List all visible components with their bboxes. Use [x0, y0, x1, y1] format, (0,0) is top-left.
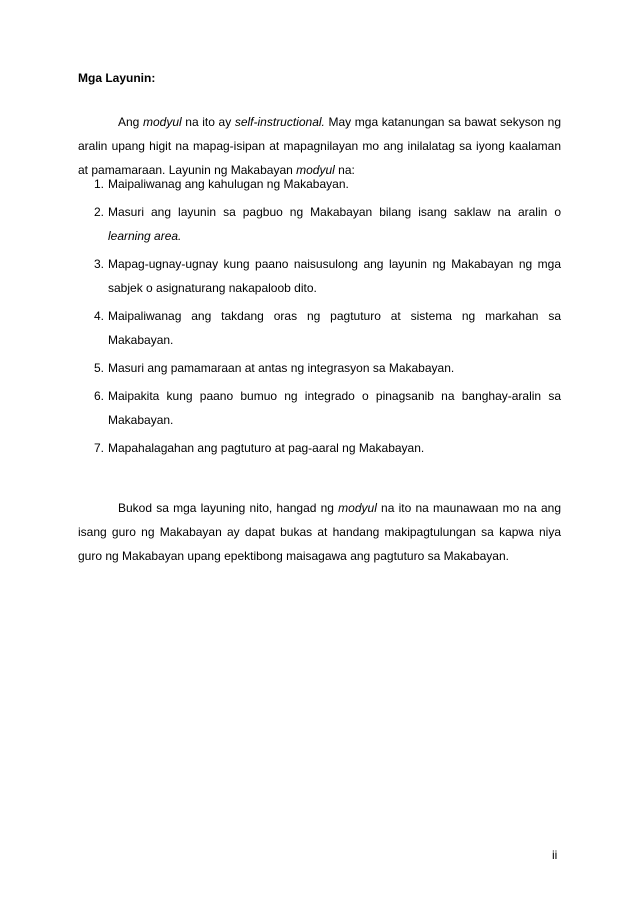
list-item-text: Maipaliwanag ang takdang oras ng pagtuturo at sistema ng markahan sa Makabayan. — [108, 309, 561, 347]
list-item-number: 4. — [94, 309, 105, 323]
closing-text-2: na ito na maunawaan mo na ang isang guro ng Makabayan ay dapat bukas at handang makipagtulungan sa kapwa niya guro ng Makabayan upang epektibong maisagawa ang pagtuturo sa Makabayan. — [78, 501, 561, 563]
list-item-text: Mapahalagahan ang pagtuturo at pag-aaral ng Makabayan. — [108, 441, 425, 455]
closing-italic-1: modyul — [338, 501, 377, 515]
list-item-text: Masuri ang pamamaraan at antas ng integrasyon sa Makabayan. — [108, 361, 455, 375]
list-item — [78, 200, 561, 248]
list-item — [78, 384, 561, 432]
objectives-list — [78, 172, 561, 464]
section-heading: Mga Layunin: — [78, 71, 156, 85]
list-item-number: 3. — [94, 257, 105, 271]
list-item-text: Masuri ang layunin sa pagbuo ng Makabayan bilang isang saklaw na aralin o — [108, 205, 561, 219]
list-item — [78, 252, 561, 300]
closing-paragraph — [78, 496, 561, 568]
list-item — [78, 172, 561, 196]
list-item — [78, 304, 561, 352]
intro-italic-1: modyul — [142, 115, 182, 129]
list-item-text: Maipaliwanag ang kahulugan ng Makabayan. — [108, 177, 349, 191]
intro-text-2: na ito ay — [181, 115, 235, 129]
intro-italic-3: modyul — [296, 163, 335, 177]
list-item-text: Maipakita kung paano bumuo ng integrado o pinagsanib na banghay-aralin sa Makabayan. — [108, 389, 561, 427]
page-number: ii — [552, 848, 558, 862]
list-item-number: 6. — [94, 389, 105, 403]
list-item-number: 7. — [94, 441, 105, 455]
intro-text-3: May mga katanungan sa bawat sekyson ng aralin upang higit na mapag-isipan at mapagnilayan mo ang inilalatag sa iyong kaalaman at pamamaraan. Layunin ng Makabayan — [78, 115, 562, 177]
list-item-text: Mapag-ugnay-ugnay kung paano naisusulong ang layunin ng Makabayan ng mga sabjek o asignaturang nakapaloob dito. — [108, 257, 561, 295]
intro-text-1: Ang — [118, 115, 143, 129]
intro-text-4: na: — [334, 163, 355, 177]
list-item — [78, 436, 561, 460]
list-item-italic: learning area. — [108, 229, 182, 243]
list-item-number: 5. — [94, 361, 105, 375]
list-item — [78, 356, 561, 380]
list-item-number: 2. — [94, 205, 105, 219]
list-item-number: 1. — [94, 177, 105, 191]
intro-italic-2: self-instructional. — [234, 115, 325, 129]
closing-text-1: Bukod sa mga layuning nito, hangad ng — [118, 501, 339, 515]
